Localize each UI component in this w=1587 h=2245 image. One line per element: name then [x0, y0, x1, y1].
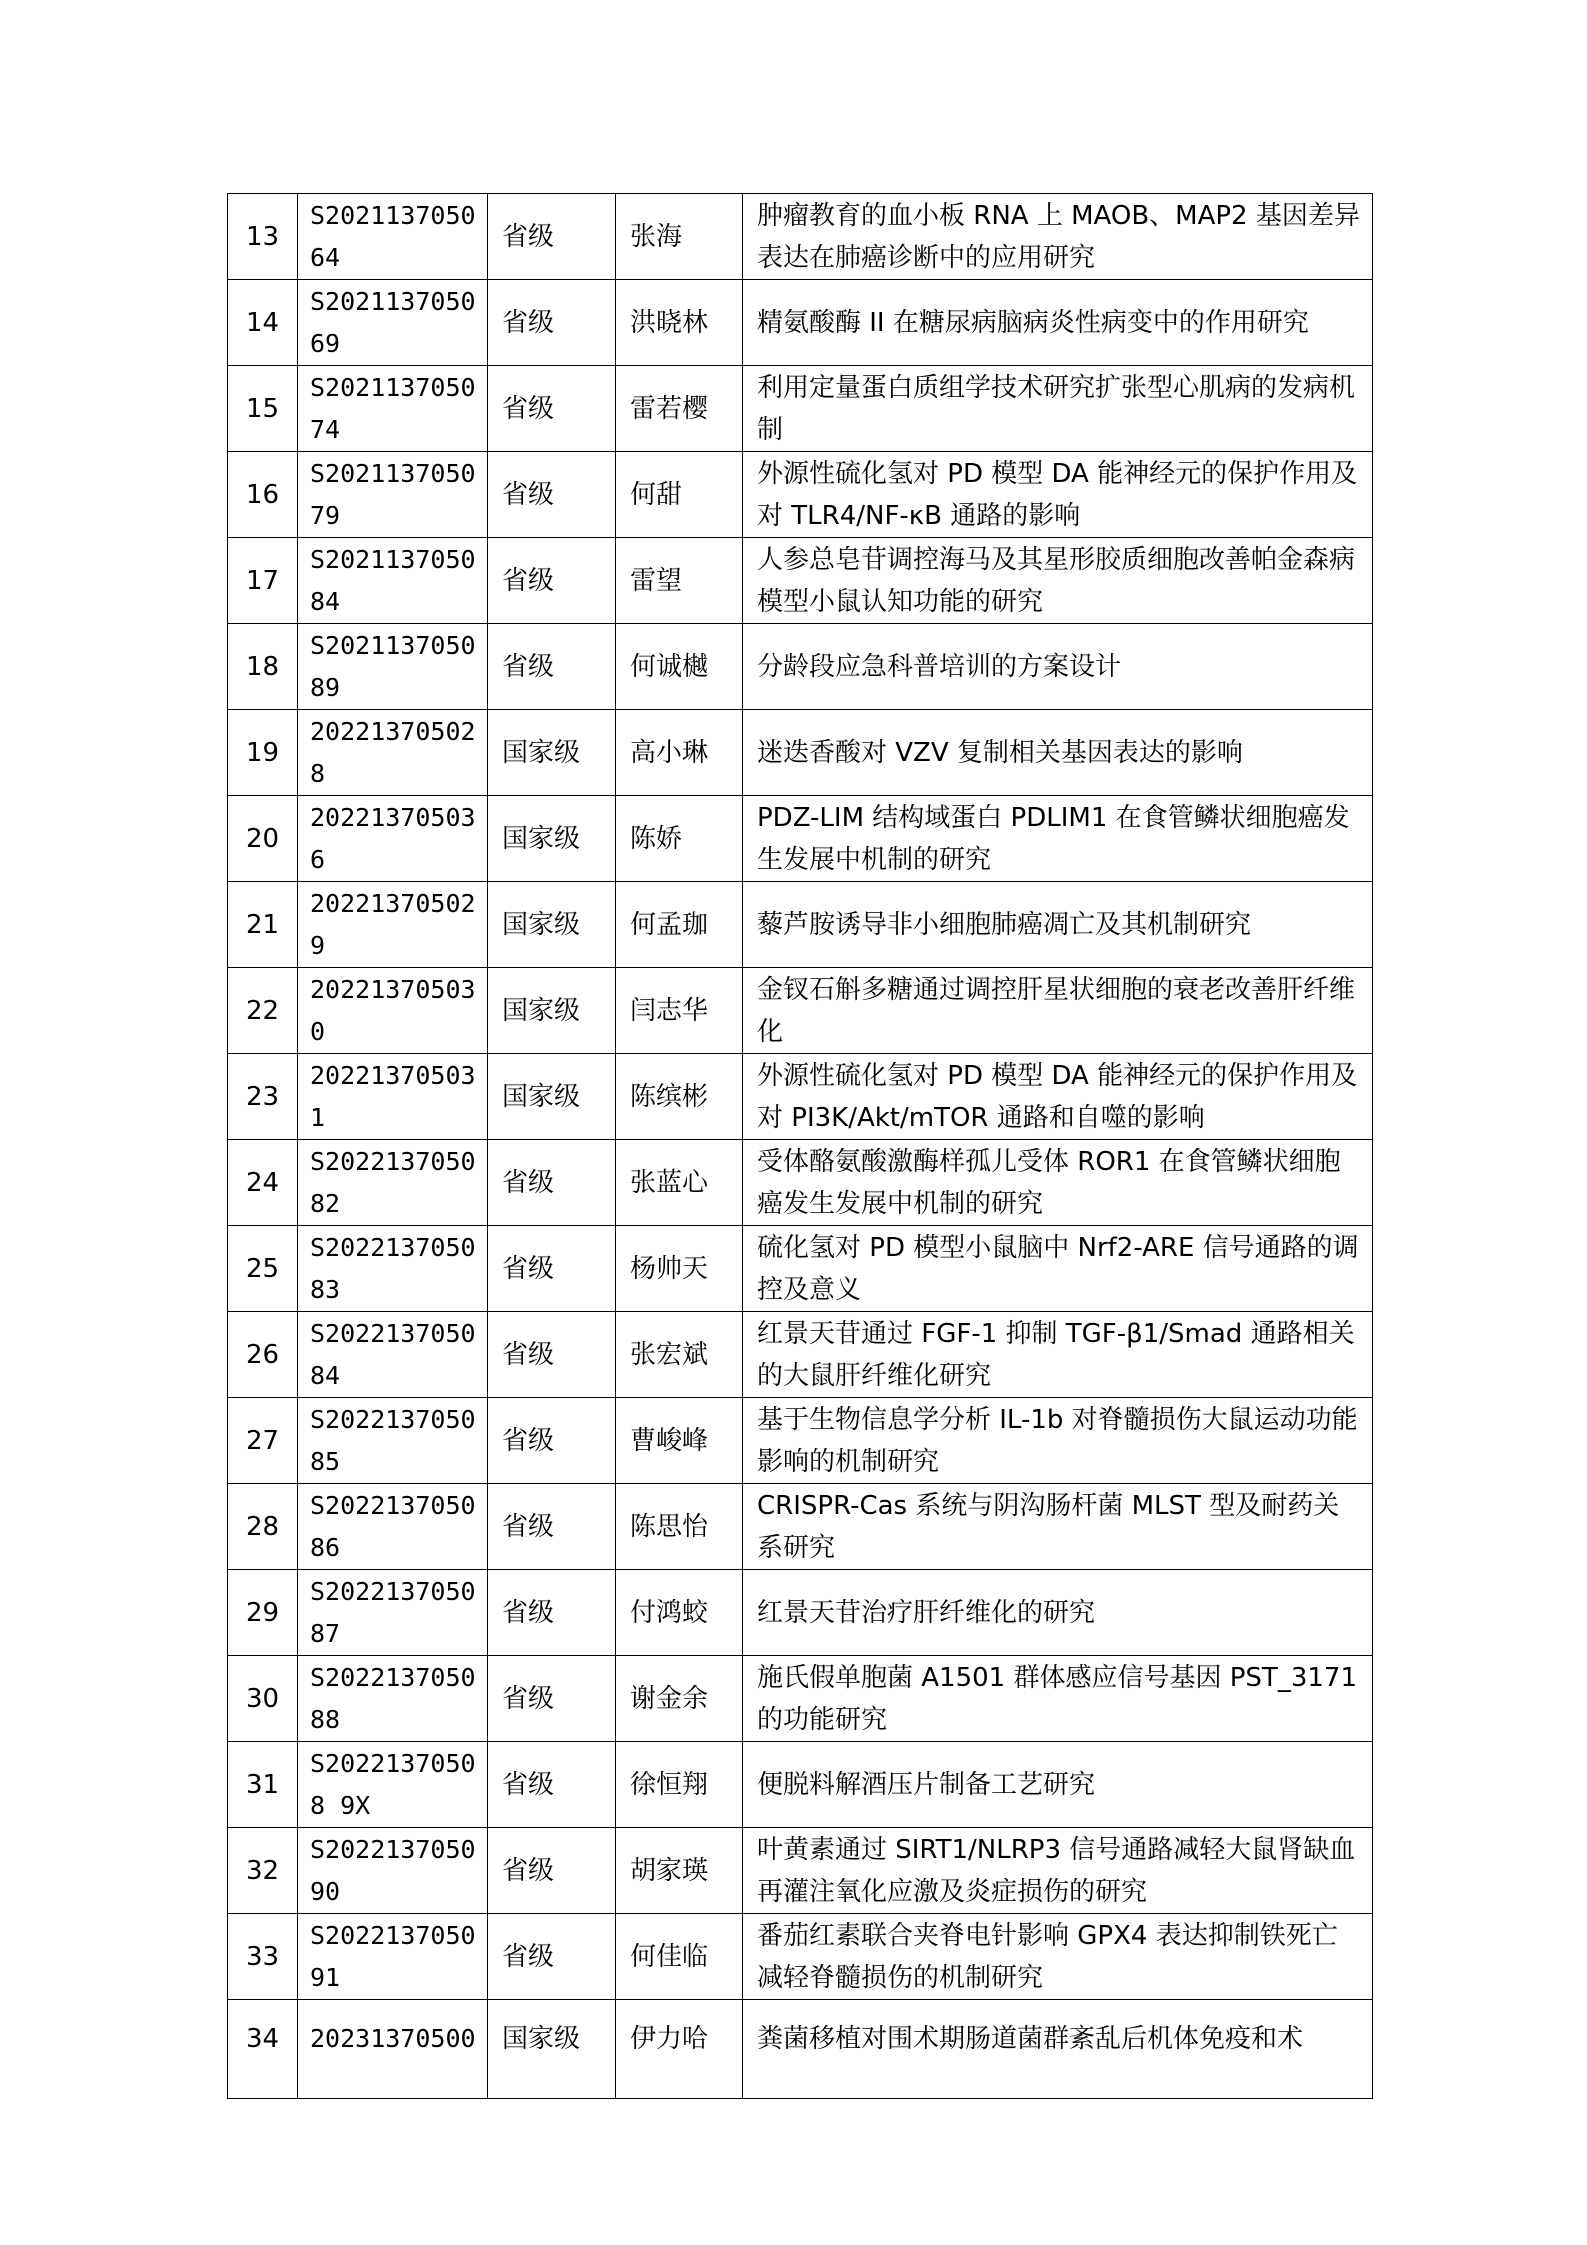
row-number-cell: 24: [228, 1140, 298, 1226]
leader-name-cell: 杨帅天: [616, 1226, 743, 1312]
project-title-cell: 外源性硫化氢对 PD 模型 DA 能神经元的保护作用及对 TLR4/NF-κB 通路的影响: [743, 452, 1373, 538]
row-number-cell: 34: [228, 2000, 298, 2099]
project-id-cell: S202113705084: [298, 538, 488, 624]
project-level-cell: 省级: [488, 452, 616, 538]
leader-name-cell: 张宏斌: [616, 1312, 743, 1398]
table-row: [228, 1140, 1373, 1226]
project-id-cell: S202113705074: [298, 366, 488, 452]
project-title-cell: 硫化氢对 PD 模型小鼠脑中 Nrf2-ARE 信号通路的调控及意义: [743, 1226, 1373, 1312]
leader-name-cell: 何孟珈: [616, 882, 743, 968]
project-id-cell: 202213705031: [298, 1054, 488, 1140]
leader-name-cell: 胡家瑛: [616, 1828, 743, 1914]
table-row: [228, 968, 1373, 1054]
table-row: [228, 452, 1373, 538]
project-level-cell: 国家级: [488, 968, 616, 1054]
project-level-cell: 省级: [488, 194, 616, 280]
row-number-cell: 25: [228, 1226, 298, 1312]
leader-name-cell: 张海: [616, 194, 743, 280]
project-title-cell: 施氏假单胞菌 A1501 群体感应信号基因 PST_3171 的功能研究: [743, 1656, 1373, 1742]
table-row: [228, 1742, 1373, 1828]
row-number-cell: 18: [228, 624, 298, 710]
leader-name-cell: 徐恒翔: [616, 1742, 743, 1828]
project-level-cell: 省级: [488, 624, 616, 710]
project-level-cell: 省级: [488, 280, 616, 366]
row-number-cell: 21: [228, 882, 298, 968]
project-id-cell: S202113705069: [298, 280, 488, 366]
row-number-cell: 30: [228, 1656, 298, 1742]
project-id-cell: S20221370508 9X: [298, 1742, 488, 1828]
project-level-cell: 国家级: [488, 2000, 616, 2099]
row-number-cell: 29: [228, 1570, 298, 1656]
row-number-cell: 23: [228, 1054, 298, 1140]
project-level-cell: 省级: [488, 1570, 616, 1656]
project-title-cell: 受体酪氨酸激酶样孤儿受体 ROR1 在食管鳞状细胞癌发生发展中机制的研究: [743, 1140, 1373, 1226]
project-title-cell: 红景天苷治疗肝纤维化的研究: [743, 1570, 1373, 1656]
project-id-cell: S202213705083: [298, 1226, 488, 1312]
project-id-cell: S202113705079: [298, 452, 488, 538]
project-id-cell: S202213705091: [298, 1914, 488, 2000]
project-id-cell: S202213705085: [298, 1398, 488, 1484]
row-number-cell: 14: [228, 280, 298, 366]
project-id-cell: 202213705029: [298, 882, 488, 968]
project-level-cell: 省级: [488, 366, 616, 452]
leader-name-cell: 何甜: [616, 452, 743, 538]
table-row: [228, 538, 1373, 624]
row-number-cell: 16: [228, 452, 298, 538]
row-number-cell: 31: [228, 1742, 298, 1828]
leader-name-cell: 洪晓林: [616, 280, 743, 366]
leader-name-cell: 伊力哈: [616, 2000, 743, 2099]
row-number-cell: 13: [228, 194, 298, 280]
project-title-cell: 基于生物信息学分析 IL-1b 对脊髓损伤大鼠运动功能影响的机制研究: [743, 1398, 1373, 1484]
project-level-cell: 省级: [488, 1312, 616, 1398]
table-row: [228, 280, 1373, 366]
table-row: [228, 1484, 1373, 1570]
leader-name-cell: 雷若樱: [616, 366, 743, 452]
project-level-cell: 国家级: [488, 1054, 616, 1140]
leader-name-cell: 付鸿蛟: [616, 1570, 743, 1656]
project-level-cell: 省级: [488, 1226, 616, 1312]
project-id-cell: 202213705036: [298, 796, 488, 882]
project-id-cell: S202213705090: [298, 1828, 488, 1914]
project-id-cell: 202213705028: [298, 710, 488, 796]
row-number-cell: 32: [228, 1828, 298, 1914]
table-row: [228, 366, 1373, 452]
project-level-cell: 国家级: [488, 710, 616, 796]
table-row: [228, 1226, 1373, 1312]
leader-name-cell: 谢金余: [616, 1656, 743, 1742]
project-title-cell: 利用定量蛋白质组学技术研究扩张型心肌病的发病机制: [743, 366, 1373, 452]
table-row: [228, 2000, 1373, 2099]
project-id-cell: S202113705089: [298, 624, 488, 710]
project-id-cell: S202113705064: [298, 194, 488, 280]
project-title-cell: PDZ-LIM 结构域蛋白 PDLIM1 在食管鳞状细胞癌发生发展中机制的研究: [743, 796, 1373, 882]
project-level-cell: 国家级: [488, 796, 616, 882]
table-row: [228, 796, 1373, 882]
row-number-cell: 15: [228, 366, 298, 452]
leader-name-cell: 何诚樾: [616, 624, 743, 710]
project-id-cell: 202213705030: [298, 968, 488, 1054]
project-level-cell: 省级: [488, 1398, 616, 1484]
table-row: [228, 882, 1373, 968]
project-level-cell: 省级: [488, 1484, 616, 1570]
leader-name-cell: 闫志华: [616, 968, 743, 1054]
table-row: [228, 194, 1373, 280]
row-number-cell: 20: [228, 796, 298, 882]
table-row: [228, 1054, 1373, 1140]
project-level-cell: 省级: [488, 1140, 616, 1226]
leader-name-cell: 曹峻峰: [616, 1398, 743, 1484]
table-body: [228, 194, 1373, 2099]
project-title-cell: 番茄红素联合夹脊电针影响 GPX4 表达抑制铁死亡减轻脊髓损伤的机制研究: [743, 1914, 1373, 2000]
table-row: [228, 710, 1373, 796]
row-number-cell: 33: [228, 1914, 298, 2000]
project-title-cell: 藜芦胺诱导非小细胞肺癌凋亡及其机制研究: [743, 882, 1373, 968]
leader-name-cell: 张蓝心: [616, 1140, 743, 1226]
project-id-cell: S202213705086: [298, 1484, 488, 1570]
table-row: [228, 1914, 1373, 2000]
leader-name-cell: 陈思怡: [616, 1484, 743, 1570]
project-title-cell: 叶黄素通过 SIRT1/NLRP3 信号通路减轻大鼠肾缺血再灌注氧化应激及炎症损伤的研究: [743, 1828, 1373, 1914]
project-id-cell: S202213705084: [298, 1312, 488, 1398]
table-row: [228, 1398, 1373, 1484]
leader-name-cell: 陈娇: [616, 796, 743, 882]
row-number-cell: 26: [228, 1312, 298, 1398]
project-level-cell: 国家级: [488, 882, 616, 968]
project-level-cell: 省级: [488, 1742, 616, 1828]
row-number-cell: 28: [228, 1484, 298, 1570]
project-title-cell: 分龄段应急科普培训的方案设计: [743, 624, 1373, 710]
project-level-cell: 省级: [488, 1914, 616, 2000]
project-title-cell: 外源性硫化氢对 PD 模型 DA 能神经元的保护作用及对 PI3K/Akt/mTOR 通路和自噬的影响: [743, 1054, 1373, 1140]
project-table: [227, 193, 1373, 2099]
leader-name-cell: 雷望: [616, 538, 743, 624]
project-level-cell: 省级: [488, 538, 616, 624]
project-title-cell: CRISPR-Cas 系统与阴沟肠杆菌 MLST 型及耐药关系研究: [743, 1484, 1373, 1570]
table-row: [228, 1656, 1373, 1742]
table-row: [228, 1312, 1373, 1398]
row-number-cell: 17: [228, 538, 298, 624]
project-title-cell: 红景天苷通过 FGF-1 抑制 TGF-β1/Smad 通路相关的大鼠肝纤维化研究: [743, 1312, 1373, 1398]
leader-name-cell: 何佳临: [616, 1914, 743, 2000]
project-title-cell: 金钗石斛多糖通过调控肝星状细胞的衰老改善肝纤维化: [743, 968, 1373, 1054]
project-title-cell: 粪菌移植对围术期肠道菌群紊乱后机体免疫和术: [743, 2000, 1373, 2099]
project-id-cell: S202213705082: [298, 1140, 488, 1226]
project-title-cell: 迷迭香酸对 VZV 复制相关基因表达的影响: [743, 710, 1373, 796]
project-id-cell: S202213705087: [298, 1570, 488, 1656]
project-title-cell: 肿瘤教育的血小板 RNA 上 MAOB、MAP2 基因差异表达在肺癌诊断中的应用研究: [743, 194, 1373, 280]
row-number-cell: 19: [228, 710, 298, 796]
row-number-cell: 22: [228, 968, 298, 1054]
table-row: [228, 624, 1373, 710]
table-row: [228, 1570, 1373, 1656]
project-title-cell: 便脱料解酒压片制备工艺研究: [743, 1742, 1373, 1828]
project-id-cell: 20231370500: [298, 2000, 488, 2099]
table-row: [228, 1828, 1373, 1914]
project-level-cell: 省级: [488, 1656, 616, 1742]
project-level-cell: 省级: [488, 1828, 616, 1914]
project-id-cell: S202213705088: [298, 1656, 488, 1742]
project-title-cell: 精氨酸酶 II 在糖尿病脑病炎性病变中的作用研究: [743, 280, 1373, 366]
leader-name-cell: 高小琳: [616, 710, 743, 796]
row-number-cell: 27: [228, 1398, 298, 1484]
project-title-cell: 人参总皂苷调控海马及其星形胶质细胞改善帕金森病模型小鼠认知功能的研究: [743, 538, 1373, 624]
leader-name-cell: 陈缤彬: [616, 1054, 743, 1140]
